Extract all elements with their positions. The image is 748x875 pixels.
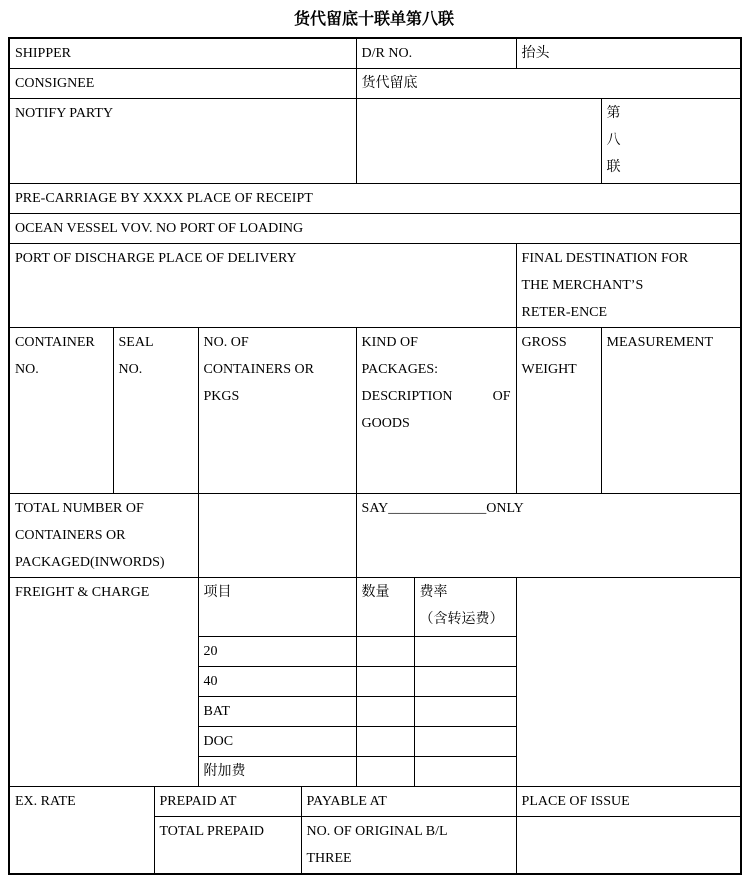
- row-pre-carriage: [9, 184, 741, 214]
- containers-count-header-cell: [198, 328, 356, 494]
- header-line: DESCRIPTION OF: [361, 389, 511, 404]
- measurement-header-cell: [601, 328, 741, 494]
- header-line: NO.: [118, 362, 143, 377]
- header-line: GROSS: [521, 335, 567, 350]
- place-of-issue-value-cell: [516, 817, 741, 875]
- seal-no-header-cell: [113, 328, 198, 494]
- say-only-cell: SAY______________ONLY: [356, 494, 741, 578]
- freight-rate-value-cell: [414, 697, 516, 727]
- row-footer-top: [9, 787, 741, 817]
- bill-of-lading-form: [8, 37, 742, 875]
- final-destination-line: RETER-ENCE: [521, 305, 608, 320]
- forwarder-copy-cell: 货代留底: [356, 69, 741, 99]
- header-line: PACKAGES:: [361, 362, 439, 377]
- row-consignee: [9, 69, 741, 99]
- row-goods-headers: [9, 328, 741, 494]
- header-line: CONTAINERS OR: [203, 362, 314, 377]
- row-notify-party: [9, 99, 741, 184]
- kind-of-packages-header-cell: [356, 328, 516, 494]
- container-no-header-cell: [9, 328, 113, 494]
- header-line: KIND OF: [361, 335, 418, 350]
- ex-rate-cell: EX. RATE: [9, 787, 154, 875]
- header-line: NO. OF: [203, 335, 249, 350]
- total-number-line: PACKAGED(INWORDS): [15, 555, 165, 570]
- freight-qty-value-cell: [356, 637, 414, 667]
- freight-item-cell: 20: [198, 637, 356, 667]
- original-bl-cell: [301, 817, 516, 875]
- copy-number-cell: [601, 99, 741, 184]
- original-bl-line: THREE: [306, 851, 352, 866]
- freight-item-cell: DOC: [198, 727, 356, 757]
- freight-rate-value-cell: [414, 637, 516, 667]
- letterhead-cell: 抬头: [516, 38, 741, 69]
- freight-item-cell: 附加费: [198, 757, 356, 787]
- total-number-line: CONTAINERS OR: [15, 528, 126, 543]
- copy-number-char: 八: [606, 133, 621, 148]
- freight-item-cell: BAT: [198, 697, 356, 727]
- gross-weight-header-cell: [516, 328, 601, 494]
- place-of-issue-cell: PLACE OF ISSUE: [516, 787, 741, 817]
- header-line: SEAL: [118, 335, 154, 350]
- header-line: CONTAINER: [15, 335, 95, 350]
- prepaid-at-cell: PREPAID AT: [154, 787, 301, 817]
- total-prepaid-cell: TOTAL PREPAID: [154, 817, 301, 875]
- pre-carriage-cell: PRE-CARRIAGE BY XXXX PLACE OF RECEIPT: [9, 184, 741, 214]
- freight-notes-cell: [516, 578, 741, 787]
- header-line: PKGS: [203, 389, 240, 404]
- freight-rate-line: （含转运费）: [419, 612, 504, 627]
- notify-party-cell: NOTIFY PARTY: [9, 99, 356, 184]
- final-destination-cell: [516, 244, 741, 328]
- row-freight-header: [9, 578, 741, 637]
- header-line: MEASUREMENT: [606, 335, 714, 350]
- row-shipper: [9, 38, 741, 69]
- freight-item-cell: 40: [198, 667, 356, 697]
- total-number-cell: [9, 494, 198, 578]
- port-discharge-cell: PORT OF DISCHARGE PLACE OF DELIVERY: [9, 244, 516, 328]
- row-ocean-vessel: [9, 214, 741, 244]
- freight-rate-value-cell: [414, 667, 516, 697]
- shipper-cell: SHIPPER: [9, 38, 356, 69]
- freight-qty-value-cell: [356, 757, 414, 787]
- page-title: 货代留底十联单第八联: [293, 11, 454, 28]
- copy-number-char: 第: [606, 106, 621, 121]
- row-total-number: [9, 494, 741, 578]
- freight-qty-value-cell: [356, 667, 414, 697]
- freight-rate-line: 费率: [419, 585, 448, 600]
- row-port-discharge: [9, 244, 741, 328]
- notify-party-value-cell: [356, 99, 601, 184]
- freight-qty-value-cell: [356, 727, 414, 757]
- freight-rate-value-cell: [414, 757, 516, 787]
- header-line: NO.: [15, 362, 39, 377]
- total-number-line: TOTAL NUMBER OF: [15, 501, 144, 516]
- dr-no-cell: D/R NO.: [356, 38, 516, 69]
- freight-qty-value-cell: [356, 697, 414, 727]
- freight-item-header-cell: 项目: [198, 578, 356, 637]
- consignee-cell: CONSIGNEE: [9, 69, 356, 99]
- freight-charge-cell: FREIGHT & CHARGE: [9, 578, 198, 787]
- ocean-vessel-cell: OCEAN VESSEL VOV. NO PORT OF LOADING: [9, 214, 741, 244]
- final-destination-line: THE MERCHANT’S: [521, 278, 644, 293]
- freight-qty-header-cell: 数量: [356, 578, 414, 637]
- final-destination-line: FINAL DESTINATION FOR: [521, 251, 689, 266]
- original-bl-line: NO. OF ORIGINAL B/L: [306, 824, 448, 839]
- total-number-value-cell: [198, 494, 356, 578]
- header-line: WEIGHT: [521, 362, 577, 377]
- header-line: GOODS: [361, 416, 410, 431]
- payable-at-cell: PAYABLE AT: [301, 787, 516, 817]
- freight-rate-header-cell: [414, 578, 516, 637]
- freight-rate-value-cell: [414, 727, 516, 757]
- copy-number-char: 联: [606, 160, 621, 175]
